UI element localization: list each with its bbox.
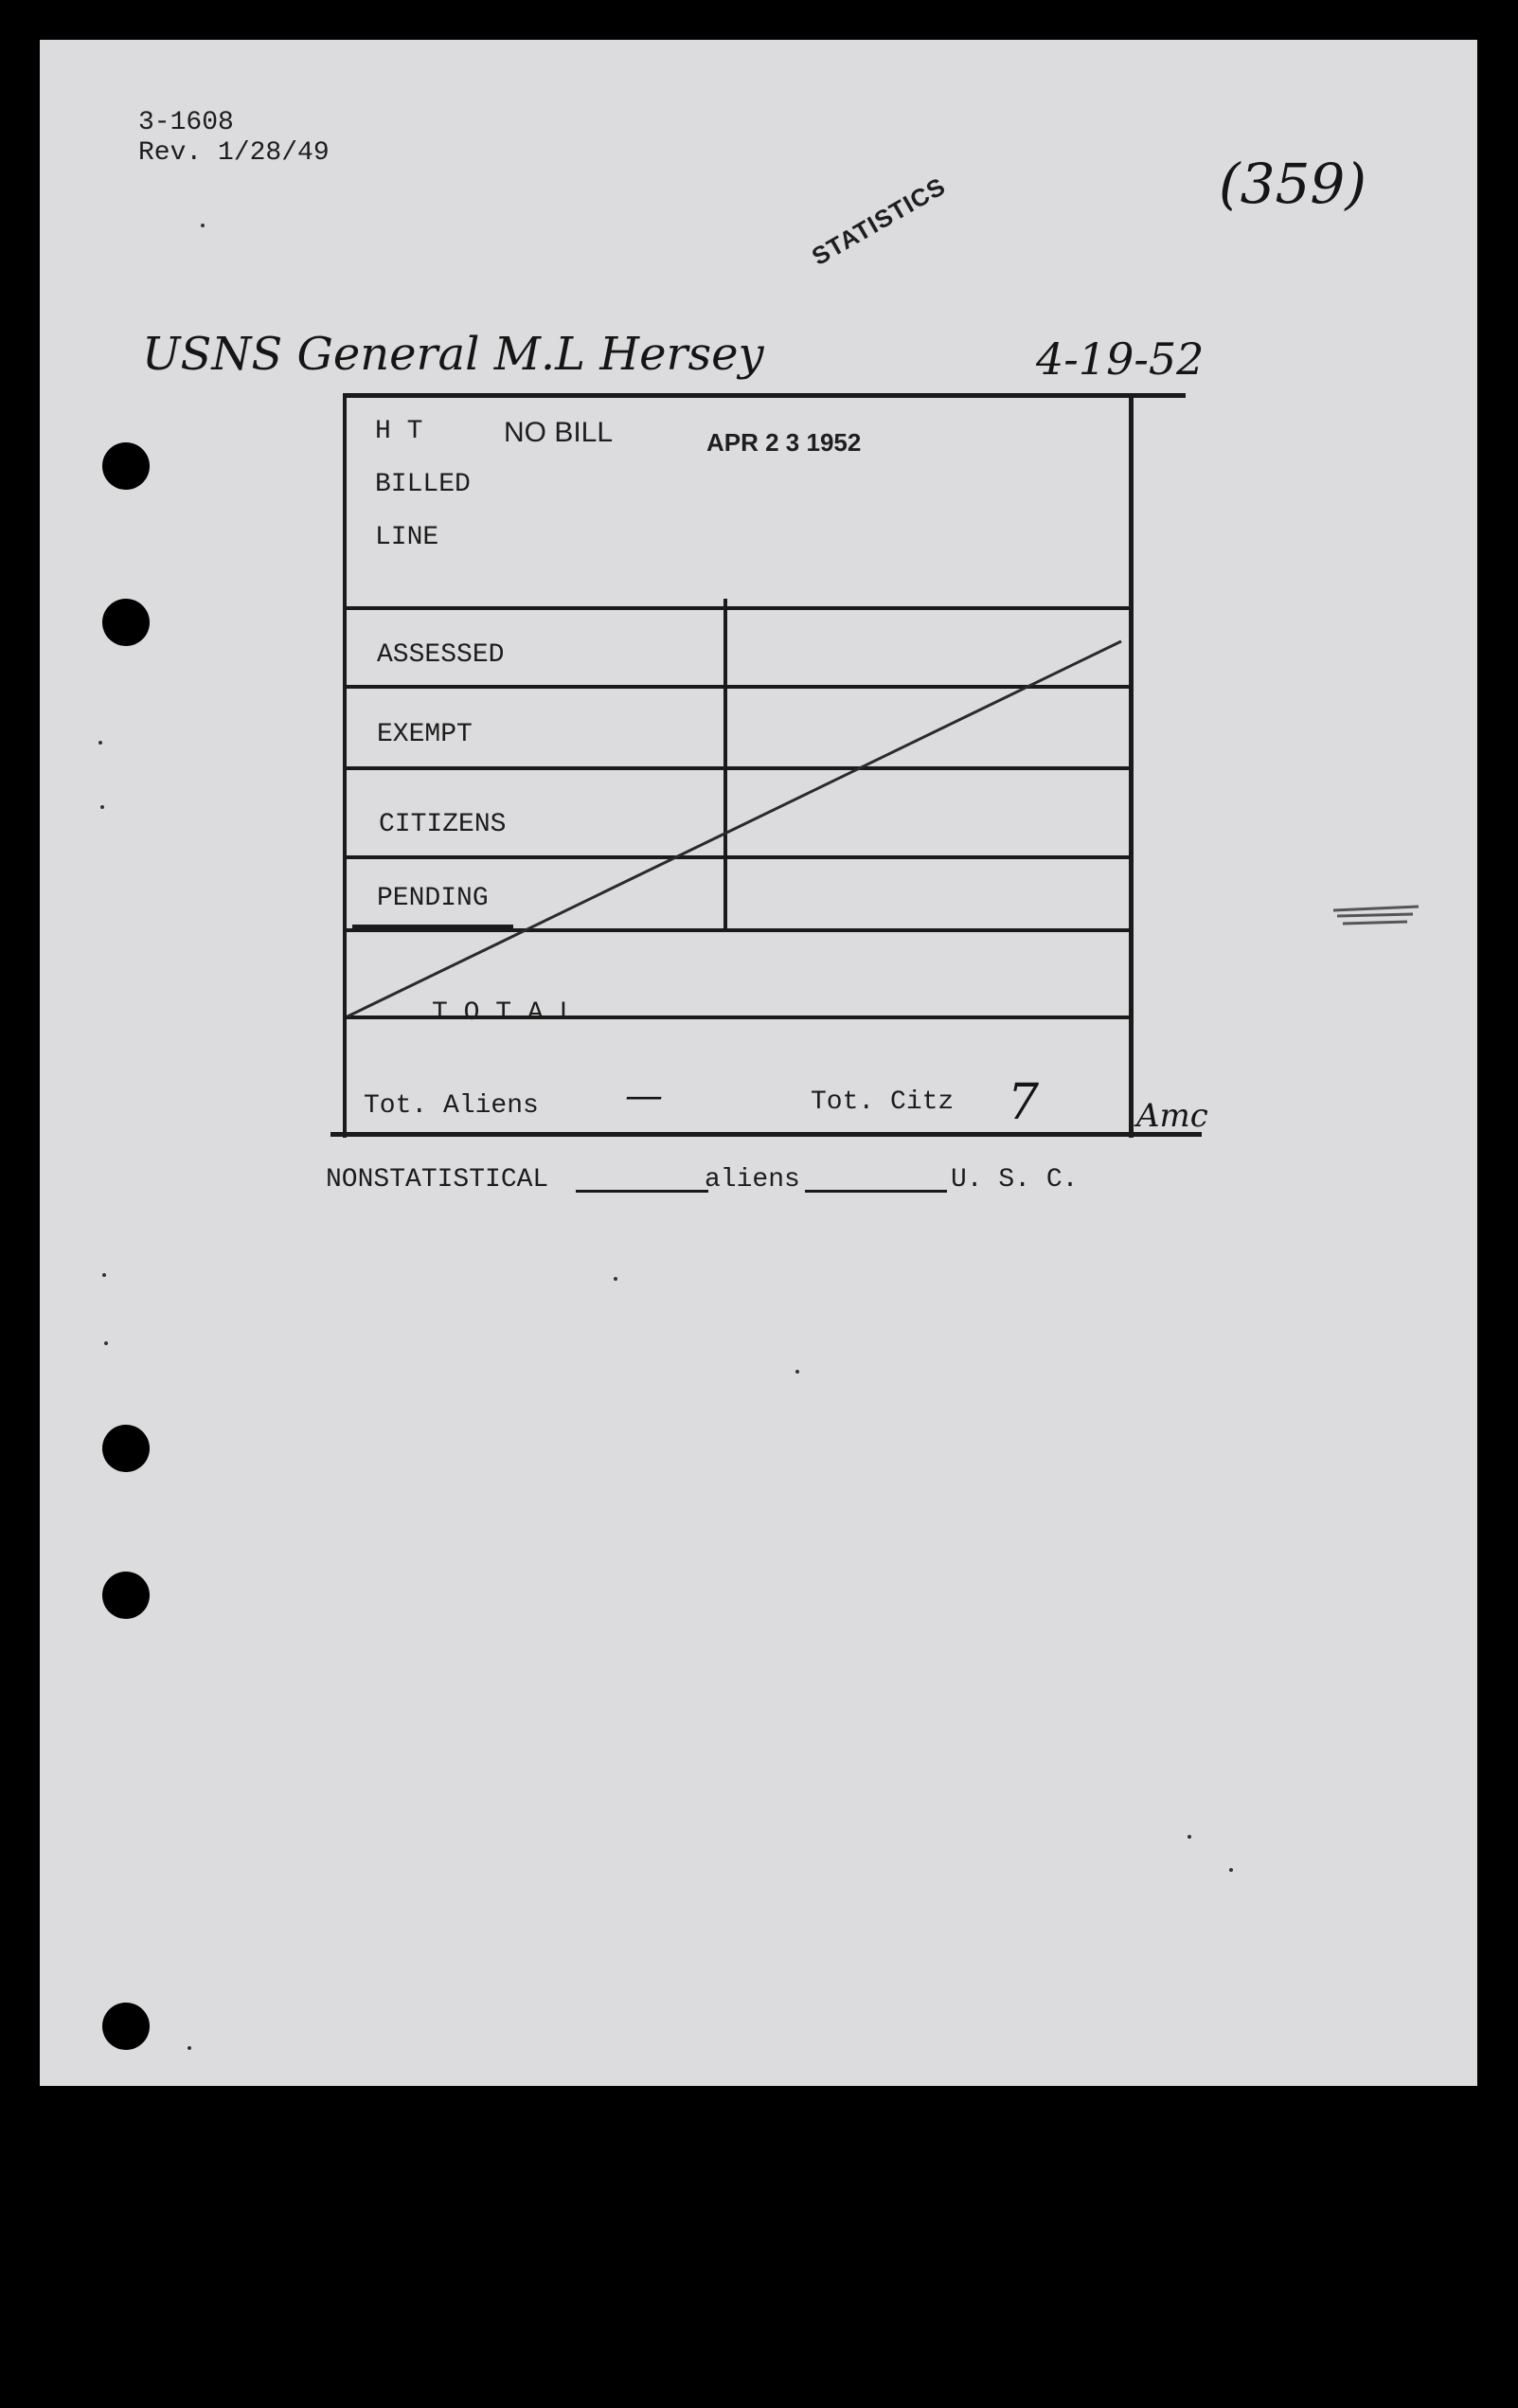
- top-line-billed: BILLED: [375, 470, 471, 499]
- no-bill-stamp: NO BILL: [504, 417, 614, 448]
- form-revision: Rev. 1/28/49: [138, 138, 330, 168]
- total-aliens-value: —: [625, 1074, 663, 1118]
- speck: [1188, 1835, 1191, 1839]
- vessel-date: 4-19-52: [1036, 333, 1205, 385]
- diagonal-cancel-line: [40, 40, 1477, 2086]
- speck: [201, 224, 205, 227]
- aliens-label: aliens: [705, 1165, 800, 1195]
- vessel-name: USNS General M.L Hersey: [142, 328, 764, 381]
- total-aliens-label: Tot. Aliens: [364, 1091, 539, 1121]
- margin-mark: [1328, 897, 1441, 935]
- row-label-assessed: ASSESSED: [377, 640, 505, 670]
- form-number: 3-1608: [138, 108, 234, 137]
- row-label-citizens: CITIZENS: [379, 810, 507, 839]
- top-line-ht: H T: [375, 417, 423, 446]
- statistics-stamp: STATISTICS: [807, 171, 951, 271]
- top-line-line: LINE: [375, 523, 439, 552]
- speck: [104, 1341, 108, 1345]
- pending-underline: [352, 925, 513, 929]
- total-label: T O T A L: [432, 998, 576, 1028]
- row-label-exempt: EXEMPT: [377, 720, 473, 749]
- nonstatistical-label: NONSTATISTICAL: [326, 1165, 549, 1195]
- speck: [100, 805, 104, 809]
- speck: [614, 1277, 617, 1281]
- row-label-pending: PENDING: [377, 884, 489, 913]
- total-citizens-label: Tot. Citz: [811, 1087, 955, 1117]
- speck: [795, 1370, 799, 1374]
- document-page: [40, 40, 1477, 2086]
- usc-label: U. S. C.: [951, 1165, 1079, 1195]
- date-received-stamp: APR 2 3 1952: [706, 428, 862, 457]
- nonstatistical-blank: [576, 1190, 708, 1193]
- initials: Amc: [1136, 1097, 1208, 1135]
- speck: [102, 1273, 106, 1277]
- speck: [188, 2046, 191, 2050]
- page-number: (359): [1219, 152, 1366, 216]
- speck: [98, 741, 102, 745]
- aliens-blank: [805, 1190, 947, 1193]
- total-citizens-value: 7: [1008, 1074, 1040, 1131]
- speck: [1229, 1868, 1233, 1872]
